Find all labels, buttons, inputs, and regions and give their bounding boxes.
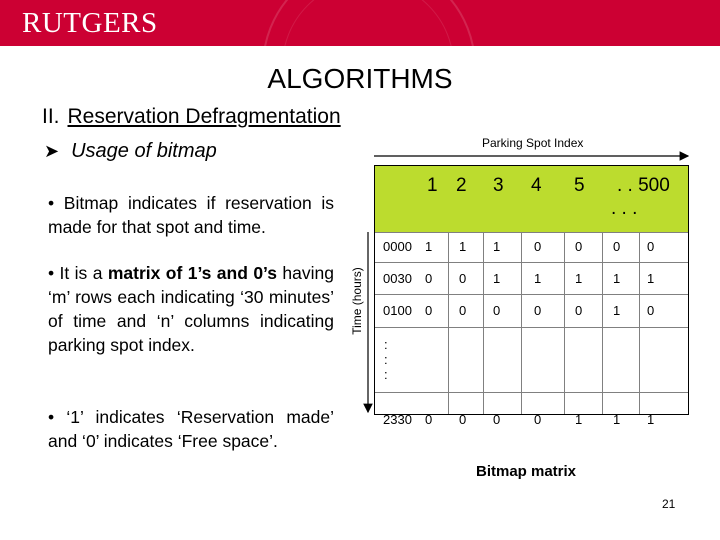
column-header: 4 <box>531 175 542 196</box>
subheading-text: Usage of bitmap <box>71 140 217 162</box>
column-header: . . 500 <box>617 175 670 196</box>
matrix-cell: 0 <box>647 303 655 318</box>
matrix-cell: 0 <box>493 303 501 318</box>
grid-line <box>375 327 688 328</box>
y-axis-label: Time (hours) <box>350 267 364 335</box>
grid-line <box>375 232 688 233</box>
matrix-cell: 0 <box>647 239 655 254</box>
matrix-cell: 1 <box>613 412 621 427</box>
bullet-one-zero-meaning: • ‘1’ indicates ‘Reservation made’ and ‘0’ indicates ‘Free space’. <box>48 407 334 451</box>
matrix-cell: 0 <box>459 271 467 286</box>
x-axis-label: Parking Spot Index <box>482 136 584 150</box>
matrix-cell: 1 <box>534 271 542 286</box>
grid-line <box>564 232 565 414</box>
page-number: 21 <box>662 497 676 511</box>
column-header: 2 <box>456 175 467 196</box>
matrix-cell: 1 <box>613 271 621 286</box>
grid-line <box>448 232 449 414</box>
arrow-bullet-icon: ➤ <box>44 141 60 161</box>
row-time-label: 0030 <box>383 271 412 286</box>
matrix-cell: 0 <box>459 303 467 318</box>
matrix-cell: 1 <box>575 271 583 286</box>
grid-line <box>602 232 603 414</box>
column-header: 3 <box>493 175 504 196</box>
matrix-cell: 1 <box>493 239 501 254</box>
matrix-cell: 0 <box>575 303 583 318</box>
matrix-cell: 0 <box>613 239 621 254</box>
column-header: 1 <box>427 175 438 196</box>
row-time-label: 2330 <box>383 412 412 427</box>
grid-line <box>375 392 688 393</box>
bullet-matrix-description: • It is a matrix of 1’s and 0’s having ‘m’ rows each indicating ‘30 minutes’ of time and ‘n’ columns indicating parking spot index. <box>48 263 334 355</box>
grid-line <box>375 262 688 263</box>
matrix-cell: 1 <box>647 412 655 427</box>
matrix-cell: 1 <box>647 271 655 286</box>
ellipsis-vertical: : : : <box>384 337 388 382</box>
matrix-cell: 0 <box>493 412 501 427</box>
matrix-cell: 0 <box>534 239 542 254</box>
column-header: . . . <box>611 198 638 219</box>
row-time-label: 0000 <box>383 239 412 254</box>
column-header: 5 <box>574 175 585 196</box>
matrix-cell: 0 <box>534 303 542 318</box>
matrix-cell: 1 <box>575 412 583 427</box>
matrix-cell: 0 <box>425 303 433 318</box>
matrix-cell: 0 <box>575 239 583 254</box>
grid-line <box>483 232 484 414</box>
bitmap-matrix <box>374 165 689 427</box>
grid-line <box>521 232 522 414</box>
grid-line <box>375 294 688 295</box>
matrix-cell: 1 <box>425 239 433 254</box>
matrix-cell: 1 <box>493 271 501 286</box>
matrix-caption: Bitmap matrix <box>476 463 577 480</box>
bullet-bitmap-indicates: • Bitmap indicates if reservation is made for that spot and time. <box>48 193 334 237</box>
matrix-cell: 1 <box>459 239 467 254</box>
matrix-cell: 0 <box>425 412 433 427</box>
section-title: Reservation Defragmentation <box>67 105 341 128</box>
grid-line <box>639 232 640 414</box>
matrix-cell: 0 <box>534 412 542 427</box>
row-time-label: 0100 <box>383 303 412 318</box>
matrix-cell: 0 <box>425 271 433 286</box>
matrix-cell: 0 <box>459 412 467 427</box>
slide-title: ALGORITHMS <box>267 63 453 94</box>
matrix-cell: 1 <box>613 303 621 318</box>
section-number: II. <box>42 105 60 128</box>
rutgers-logo: RUTGERS <box>22 7 158 39</box>
